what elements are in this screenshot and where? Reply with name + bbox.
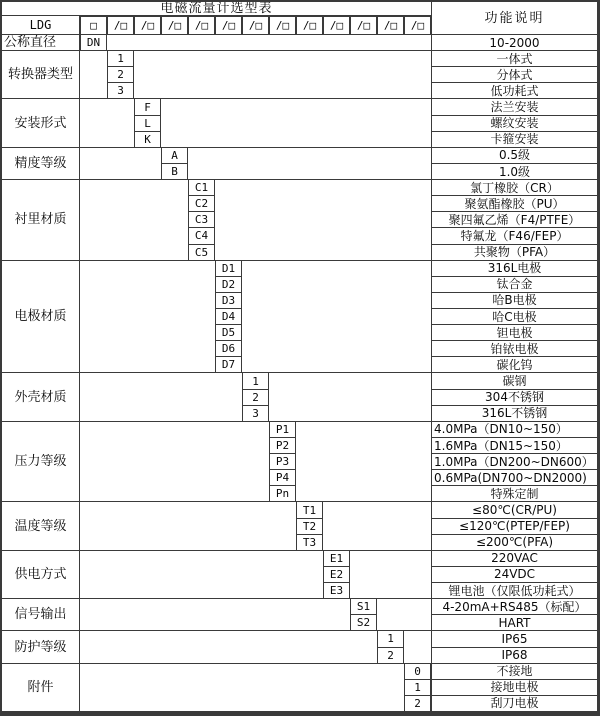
- category-code: 1: [107, 51, 134, 67]
- category-code: D6: [215, 341, 242, 357]
- model-slot: /□: [242, 16, 269, 35]
- category-code: B: [161, 164, 188, 180]
- category-label: 信号输出: [2, 599, 80, 631]
- right-spacer: [242, 261, 431, 374]
- category-label: 精度等级: [2, 148, 80, 180]
- model-slot: /□: [215, 16, 242, 35]
- model-slot: /□: [269, 16, 296, 35]
- right-spacer: [404, 631, 431, 663]
- category-code: 1: [242, 373, 269, 389]
- category-label: 电极材质: [2, 261, 80, 374]
- category-code: F: [134, 99, 161, 115]
- category-code: E1: [323, 551, 350, 567]
- function-value: 0.5级: [431, 148, 597, 164]
- category-code: 2: [107, 67, 134, 83]
- category-code: 2: [242, 390, 269, 406]
- function-value: 哈C电极: [431, 309, 597, 325]
- category-code: D3: [215, 293, 242, 309]
- right-spacer: [350, 551, 431, 599]
- function-value: 共聚物（PFA）: [431, 245, 597, 261]
- table-title: 电磁流量计选型表: [2, 2, 431, 16]
- category-code: P1: [269, 422, 296, 438]
- category-label: 供电方式: [2, 551, 80, 599]
- category-label: 附件: [2, 664, 80, 712]
- category-code: L: [134, 116, 161, 132]
- function-value: 铂铱电极: [431, 341, 597, 357]
- category-code: Pn: [269, 486, 296, 502]
- category-code: D5: [215, 325, 242, 341]
- function-value: 0.6MPa(DN700~DN2000): [431, 470, 597, 486]
- category-code: T1: [296, 502, 323, 518]
- model-slot: /□: [404, 16, 431, 35]
- category-code: C1: [188, 180, 215, 196]
- function-value: 316L不锈钢: [431, 406, 597, 422]
- model-code-label: LDG: [2, 16, 80, 35]
- function-value: 10-2000: [431, 35, 597, 51]
- category-code: E3: [323, 583, 350, 599]
- function-value: 低功耗式: [431, 83, 597, 99]
- category-code: 1: [377, 631, 404, 647]
- right-spacer: [188, 148, 431, 180]
- function-value: IP65: [431, 631, 597, 647]
- left-spacer: [80, 551, 323, 599]
- category-code: 0: [404, 664, 431, 680]
- right-spacer: [134, 51, 431, 99]
- function-value: 刮刀电极: [431, 696, 597, 712]
- function-value: ≤120℃(PTEP/FEP): [431, 519, 597, 535]
- function-value: 钛合金: [431, 277, 597, 293]
- category-label: 转换器类型: [2, 51, 80, 99]
- function-value: 哈B电极: [431, 293, 597, 309]
- category-label: 防护等级: [2, 631, 80, 663]
- category-code: 1: [404, 680, 431, 696]
- left-spacer: [80, 51, 107, 99]
- category-code: S2: [350, 615, 377, 631]
- function-value: 1.6MPa（DN15~150）: [431, 438, 597, 454]
- function-value: ≤80℃(CR/PU): [431, 502, 597, 518]
- left-spacer: [80, 631, 377, 663]
- function-value: 一体式: [431, 51, 597, 67]
- function-value: 氯丁橡胶（CR）: [431, 180, 597, 196]
- model-slot: /□: [350, 16, 377, 35]
- function-column-header: 功能说明: [431, 2, 597, 35]
- category-code: D4: [215, 309, 242, 325]
- category-label: 衬里材质: [2, 180, 80, 261]
- function-value: 螺纹安装: [431, 116, 597, 132]
- left-spacer: [80, 422, 269, 503]
- function-value: IP68: [431, 648, 597, 664]
- category-label: 安装形式: [2, 99, 80, 147]
- function-value: 法兰安装: [431, 99, 597, 115]
- model-slot: /□: [134, 16, 161, 35]
- model-slot: /□: [188, 16, 215, 35]
- function-value: HART: [431, 615, 597, 631]
- category-code: P4: [269, 470, 296, 486]
- model-slot: /□: [107, 16, 134, 35]
- category-code: D1: [215, 261, 242, 277]
- function-value: 分体式: [431, 67, 597, 83]
- function-value: 4.0MPa（DN10~150）: [431, 422, 597, 438]
- function-value: 特氟龙（F46/FEP）: [431, 228, 597, 244]
- left-spacer: [80, 99, 134, 147]
- model-slot: □: [80, 16, 107, 35]
- right-spacer: [323, 502, 431, 550]
- function-value: ≤200℃(PFA): [431, 535, 597, 551]
- model-slot: /□: [161, 16, 188, 35]
- category-code: P3: [269, 454, 296, 470]
- right-spacer: [215, 180, 431, 261]
- function-value: 接地电极: [431, 680, 597, 696]
- function-value: 锂电池（仅限低功耗式）: [431, 583, 597, 599]
- category-code: C4: [188, 228, 215, 244]
- function-value: 钽电极: [431, 325, 597, 341]
- function-value: 不接地: [431, 664, 597, 680]
- category-code: T3: [296, 535, 323, 551]
- category-label: 外壳材质: [2, 373, 80, 421]
- function-value: 碳钢: [431, 373, 597, 389]
- category-code: 3: [107, 83, 134, 99]
- function-value: 卡箍安装: [431, 132, 597, 148]
- category-code: A: [161, 148, 188, 164]
- function-value: 220VAC: [431, 551, 597, 567]
- left-spacer: [80, 180, 188, 261]
- left-spacer: [80, 599, 350, 631]
- left-spacer: [80, 664, 404, 712]
- model-slot: /□: [377, 16, 404, 35]
- category-code: E2: [323, 567, 350, 583]
- function-value: 聚氨酯橡胶（PU）: [431, 196, 597, 212]
- right-spacer: [377, 599, 431, 631]
- function-value: 304不锈钢: [431, 390, 597, 406]
- category-label: 压力等级: [2, 422, 80, 503]
- function-value: 1.0级: [431, 164, 597, 180]
- category-code: 2: [404, 696, 431, 712]
- category-code: D2: [215, 277, 242, 293]
- category-code: P2: [269, 438, 296, 454]
- category-label: 温度等级: [2, 502, 80, 550]
- function-value: 4-20mA+RS485（标配）: [431, 599, 597, 615]
- category-code: 2: [377, 648, 404, 664]
- function-value: 316L电极: [431, 261, 597, 277]
- left-spacer: [80, 502, 296, 550]
- right-spacer: [269, 373, 431, 421]
- model-slot: /□: [323, 16, 350, 35]
- category-code: K: [134, 132, 161, 148]
- function-value: 1.0MPa（DN200~DN600）: [431, 454, 597, 470]
- category-code: D7: [215, 357, 242, 373]
- function-value: 特殊定制: [431, 486, 597, 502]
- category-code: C3: [188, 212, 215, 228]
- category-code: C2: [188, 196, 215, 212]
- right-spacer: [296, 422, 431, 503]
- left-spacer: [80, 261, 215, 374]
- function-value: 24VDC: [431, 567, 597, 583]
- category-label: 公称直径: [2, 35, 80, 51]
- category-code: 3: [242, 406, 269, 422]
- right-spacer: [107, 35, 431, 51]
- right-spacer: [161, 99, 431, 147]
- category-code: C5: [188, 245, 215, 261]
- category-code: T2: [296, 519, 323, 535]
- function-value: 碳化钨: [431, 357, 597, 373]
- left-spacer: [80, 373, 242, 421]
- left-spacer: [80, 148, 161, 180]
- category-code: DN: [80, 35, 107, 51]
- category-code: S1: [350, 599, 377, 615]
- function-value: 聚四氟乙烯（F4/PTFE）: [431, 212, 597, 228]
- model-slot: /□: [296, 16, 323, 35]
